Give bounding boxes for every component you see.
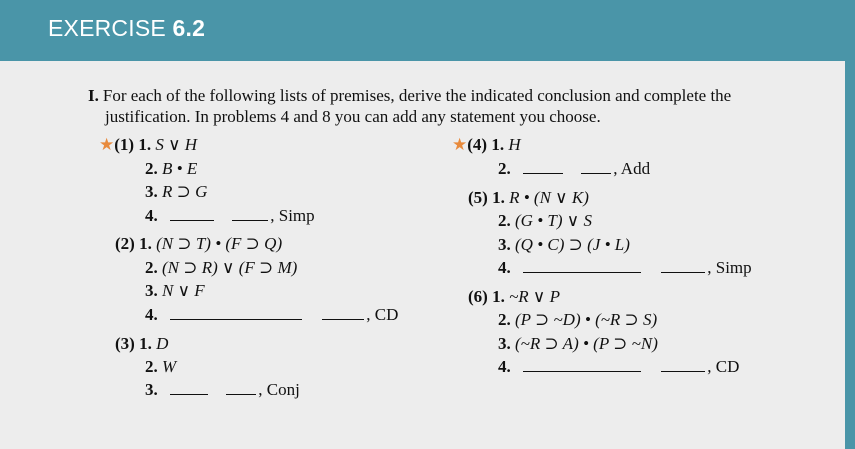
problem-2-line-4 bbox=[145, 304, 398, 326]
star-icon: ★ bbox=[452, 135, 468, 154]
justification-blank[interactable] bbox=[322, 305, 364, 320]
problem-3-line-2 bbox=[145, 356, 176, 378]
premise: R ⊃ G bbox=[162, 182, 208, 201]
problem-1-line-4 bbox=[145, 205, 315, 227]
exercise-title bbox=[48, 15, 205, 42]
justification-blank[interactable] bbox=[661, 357, 705, 372]
line-number: 3. bbox=[498, 334, 511, 353]
problem-number: (1) bbox=[114, 135, 135, 154]
statement-blank[interactable] bbox=[170, 206, 214, 221]
premise: W bbox=[162, 357, 177, 376]
line-number: 2. bbox=[145, 357, 158, 376]
problem-1-line-3 bbox=[145, 181, 207, 203]
line-number: 1. bbox=[492, 188, 505, 207]
instructions bbox=[88, 85, 808, 127]
problem-2-line-2 bbox=[145, 257, 297, 279]
problem-1-line-1 bbox=[99, 134, 197, 156]
line-number: 3. bbox=[145, 182, 158, 201]
premise: B • E bbox=[162, 159, 198, 178]
line-number: 2. bbox=[145, 159, 158, 178]
exercise-number: 6.2 bbox=[172, 15, 206, 41]
line-number: 1. bbox=[491, 135, 505, 154]
justification: , Conj bbox=[258, 380, 300, 399]
line-number: 3. bbox=[498, 235, 511, 254]
problem-4-line-1 bbox=[452, 134, 521, 156]
statement-blank[interactable] bbox=[523, 159, 563, 174]
line-number: 4. bbox=[498, 258, 511, 277]
justification-blank[interactable] bbox=[226, 380, 256, 395]
problem-number: (4) bbox=[467, 135, 488, 154]
line-number: 3. bbox=[145, 281, 158, 300]
line-number: 1. bbox=[139, 334, 152, 353]
statement-blank[interactable] bbox=[523, 357, 641, 372]
line-number: 1. bbox=[139, 234, 152, 253]
line-number: 3. bbox=[145, 380, 158, 399]
premise: (G • T) ∨ S bbox=[515, 211, 592, 230]
line-number: 1. bbox=[492, 287, 505, 306]
premise: S ∨ H bbox=[155, 135, 198, 154]
premise: H bbox=[508, 135, 521, 154]
problem-5-line-3 bbox=[498, 234, 630, 256]
statement-blank[interactable] bbox=[170, 305, 302, 320]
problem-number: (3) bbox=[115, 334, 135, 353]
problem-6-line-3 bbox=[498, 333, 658, 355]
line-number: 2. bbox=[498, 159, 511, 178]
problem-1-line-2 bbox=[145, 158, 197, 180]
problem-5-line-1 bbox=[468, 187, 589, 209]
instructions-line-2: justification. In problems 4 and 8 you can add any statement you choose. bbox=[105, 107, 601, 126]
problem-6-line-1 bbox=[468, 286, 560, 308]
line-number: 2. bbox=[145, 258, 158, 277]
problem-5-line-4 bbox=[498, 257, 752, 279]
premise: (N ⊃ T) • (F ⊃ Q) bbox=[156, 234, 283, 253]
instructions-line-1: For each of the following lists of premises, derive the indicated conclusion and complete the bbox=[102, 86, 732, 105]
problem-number: (5) bbox=[468, 188, 488, 207]
justification-blank[interactable] bbox=[661, 258, 705, 273]
problem-6-line-4 bbox=[498, 356, 739, 378]
statement-blank[interactable] bbox=[523, 258, 641, 273]
problem-2-line-1 bbox=[115, 233, 282, 255]
premise: D bbox=[156, 334, 169, 353]
star-icon: ★ bbox=[99, 135, 115, 154]
problem-2-line-3 bbox=[145, 280, 205, 302]
exercise-header bbox=[0, 0, 855, 61]
justification: , Add bbox=[613, 159, 651, 178]
problem-number: (6) bbox=[468, 287, 488, 306]
section-label: I. bbox=[88, 86, 99, 105]
justification: , CD bbox=[707, 357, 740, 376]
justification: , Simp bbox=[707, 258, 752, 277]
premise: (Q • C) ⊃ (J • L) bbox=[515, 235, 630, 254]
justification: , Simp bbox=[270, 206, 315, 225]
premise: N ∨ F bbox=[162, 281, 205, 300]
problem-5-line-2 bbox=[498, 210, 592, 232]
problem-4-line-2 bbox=[498, 158, 650, 180]
line-number: 2. bbox=[498, 310, 511, 329]
premise: (~R ⊃ A) • (P ⊃ ~N) bbox=[515, 334, 658, 353]
justification-blank[interactable] bbox=[581, 159, 611, 174]
problem-number: (2) bbox=[115, 234, 135, 253]
justification-blank[interactable] bbox=[232, 206, 268, 221]
premise: R • (N ∨ K) bbox=[509, 188, 589, 207]
line-number: 1. bbox=[138, 135, 152, 154]
justification: , CD bbox=[366, 305, 399, 324]
premise: ~R ∨ P bbox=[509, 287, 560, 306]
problem-6-line-2 bbox=[498, 309, 657, 331]
line-number: 4. bbox=[145, 206, 158, 225]
statement-blank[interactable] bbox=[170, 380, 208, 395]
problem-3-line-1 bbox=[115, 333, 168, 355]
problem-3-line-3 bbox=[145, 379, 300, 401]
premise: (P ⊃ ~D) • (~R ⊃ S) bbox=[515, 310, 658, 329]
line-number: 4. bbox=[498, 357, 511, 376]
exercise-word: EXERCISE bbox=[48, 15, 166, 41]
line-number: 4. bbox=[145, 305, 158, 324]
line-number: 2. bbox=[498, 211, 511, 230]
premise: (N ⊃ R) ∨ (F ⊃ M) bbox=[162, 258, 298, 277]
